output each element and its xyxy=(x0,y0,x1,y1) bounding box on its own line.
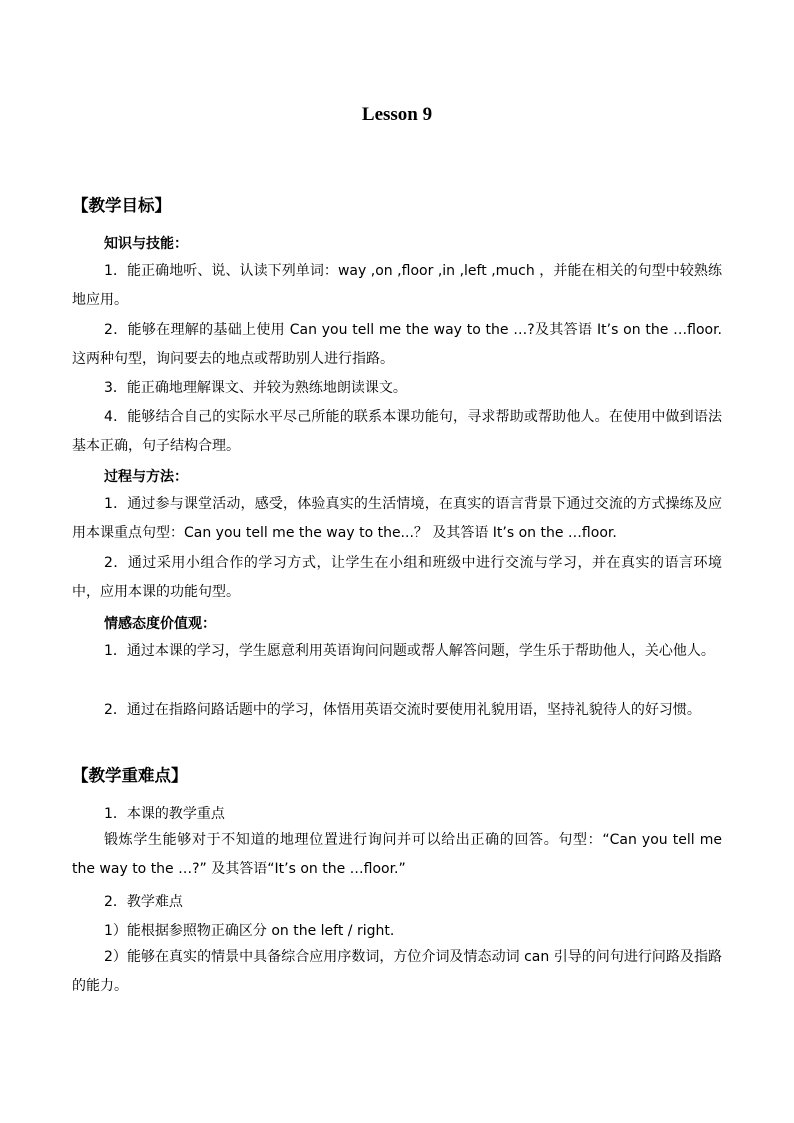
subheading-attitudes-values: 情感态度价值观： xyxy=(104,616,216,632)
objective-paragraph-3: 3．能正确地理解课文、并较为熟练地朗读课文。 xyxy=(104,380,407,396)
page-title: Lesson 9 xyxy=(361,104,433,125)
difficulty-heading: 2．教学难点 xyxy=(104,894,183,910)
objective-paragraph-2: 2．能够在理解的基础上使用 Can you tell me the way to the …?及其答语 It’s on the …floor. 这两种句型，询问要去的地点或帮助别人进行指路。 xyxy=(72,322,722,367)
objective-paragraph-1: 1．能正确地听、说、认读下列单词：way ,on ,floor ,in ,left ,much ，并能在相关的句型中较熟练地应用。 xyxy=(72,263,722,308)
key-point-heading: 1．本课的教学重点 xyxy=(104,806,225,822)
process-paragraph-1: 1．通过参与课堂活动，感受，体验真实的生活情境，在真实的语言背景下通过交流的方式操练及应用本课重点句型：Can you tell me the way to the...？ 及其答语 It’s on the …floor. xyxy=(72,496,722,541)
subheading-process-methods: 过程与方法： xyxy=(104,469,188,485)
attitude-paragraph-2: 2．通过在指路问路话题中的学习，体悟用英语交流时要使用礼貌用语，坚持礼貌待人的好习惯。 xyxy=(104,702,701,718)
difficulty-item-2: 2）能够在真实的情景中具备综合应用序数词，方位介词及情态动词 can 引导的问句进行问路及指路的能力。 xyxy=(72,949,722,994)
section-heading-objectives: 【教学目标】 xyxy=(72,196,171,215)
subheading-knowledge-skills: 知识与技能： xyxy=(104,236,188,252)
attitude-paragraph-1: 1．通过本课的学习，学生愿意利用英语询问问题或帮人解答问题，学生乐于帮助他人，关心他人。 xyxy=(104,643,715,659)
difficulty-item-1: 1）能根据参照物正确区分 on the left / right. xyxy=(104,923,395,939)
key-point-paragraph: 锻炼学生能够对于不知道的地理位置进行询问并可以给出正确的回答。句型：“Can you tell me the way to the …?” 及其答语“It’s on the …floor.” xyxy=(72,832,722,877)
objective-paragraph-4: 4．能够结合自己的实际水平尽己所能的联系本课功能句，寻求帮助或帮助他人。在使用中做到语法基本正确，句子结构合理。 xyxy=(72,409,722,454)
section-heading-key-points: 【教学重难点】 xyxy=(72,766,188,785)
process-paragraph-2: 2．通过采用小组合作的学习方式，让学生在小组和班级中进行交流与学习，并在真实的语言环境中，应用本课的功能句型。 xyxy=(72,555,722,600)
